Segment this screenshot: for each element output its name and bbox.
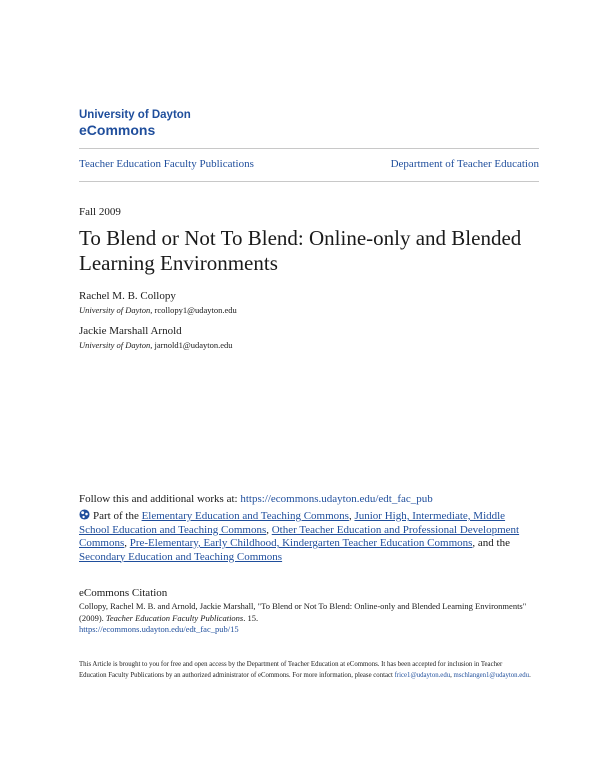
author-email: jarnold1@udayton.edu	[154, 340, 233, 350]
notice-text: This Article is brought to you for free and open access by the Department of Teacher Education at eCommons. It has been accepted for inclusion in Teacher Education Faculty Publications by an authorized administrator of eCommons. For more information, please contact	[79, 661, 503, 679]
series-nav-bar	[79, 148, 539, 182]
separator: ,	[124, 537, 130, 549]
citation-url-link[interactable]: https://ecommons.udayton.edu/edt_fac_pub/15	[79, 624, 239, 634]
repository-brand	[79, 109, 191, 139]
repository-name: eCommons	[79, 122, 156, 138]
commons-link[interactable]: Secondary Education and Teaching Commons	[79, 550, 283, 563]
commons-link[interactable]: Pre-Elementary, Early Childhood, Kindergarten Teacher Education Commons	[129, 537, 473, 549]
access-notice	[79, 660, 531, 681]
separator: ,	[348, 510, 355, 522]
separator: ,	[450, 671, 454, 679]
citation-journal: Teacher Education Faculty Publications	[105, 612, 244, 623]
article-title: To Blend or Not To Blend: Online-only and Blended Learning Environments	[79, 226, 522, 275]
network-icon	[79, 509, 90, 520]
separator: , and the	[472, 537, 510, 549]
contact-email-link[interactable]: frice1@udayton.edu	[394, 671, 451, 679]
citation-text: Collopy, Rachel M. B. and Arnold, Jackie Marshall, "To Blend or Not To Blend: Online-only and Blended Learning Environments" (2009).	[79, 601, 527, 623]
series-link[interactable]: Teacher Education Faculty Publications	[79, 158, 254, 170]
follow-line	[79, 493, 433, 505]
author-affiliation: University of Dayton, jarnold1@udayton.edu	[79, 340, 233, 350]
part-of-commons	[79, 509, 529, 564]
citation-tail: . 15.	[243, 612, 259, 623]
separator: .	[529, 671, 531, 679]
citation-body	[79, 601, 529, 636]
commons-link[interactable]: Elementary Education and Teaching Commons	[141, 510, 349, 522]
publication-date: Fall 2009	[79, 206, 121, 218]
department-link[interactable]: Department of Teacher Education	[390, 158, 539, 170]
collection-url-link[interactable]: https://ecommons.udayton.edu/edt_fac_pub	[240, 493, 433, 505]
institution-name: University of Dayton	[79, 109, 191, 121]
follow-label: Follow this and additional works at:	[79, 493, 241, 505]
author-email: rcollopy1@udayton.edu	[154, 305, 237, 315]
contact-email-link[interactable]: mschlangen1@udayton.edu	[453, 671, 530, 679]
part-of-label: Part of the	[93, 510, 142, 522]
author-affiliation: University of Dayton, rcollopy1@udayton.edu	[79, 305, 237, 315]
author-name: Jackie Marshall Arnold	[79, 325, 182, 337]
affiliation-institution: University of Dayton	[79, 305, 151, 315]
separator: ,	[266, 523, 272, 536]
commons-link[interactable]: Other Teacher Education and Professional Development Commons	[79, 523, 520, 549]
affiliation-institution: University of Dayton	[79, 340, 151, 350]
commons-link[interactable]: Junior High, Intermediate, Middle School Education and Teaching Commons	[79, 510, 506, 536]
author-name: Rachel M. B. Collopy	[79, 290, 176, 302]
citation-heading: eCommons Citation	[79, 587, 168, 599]
